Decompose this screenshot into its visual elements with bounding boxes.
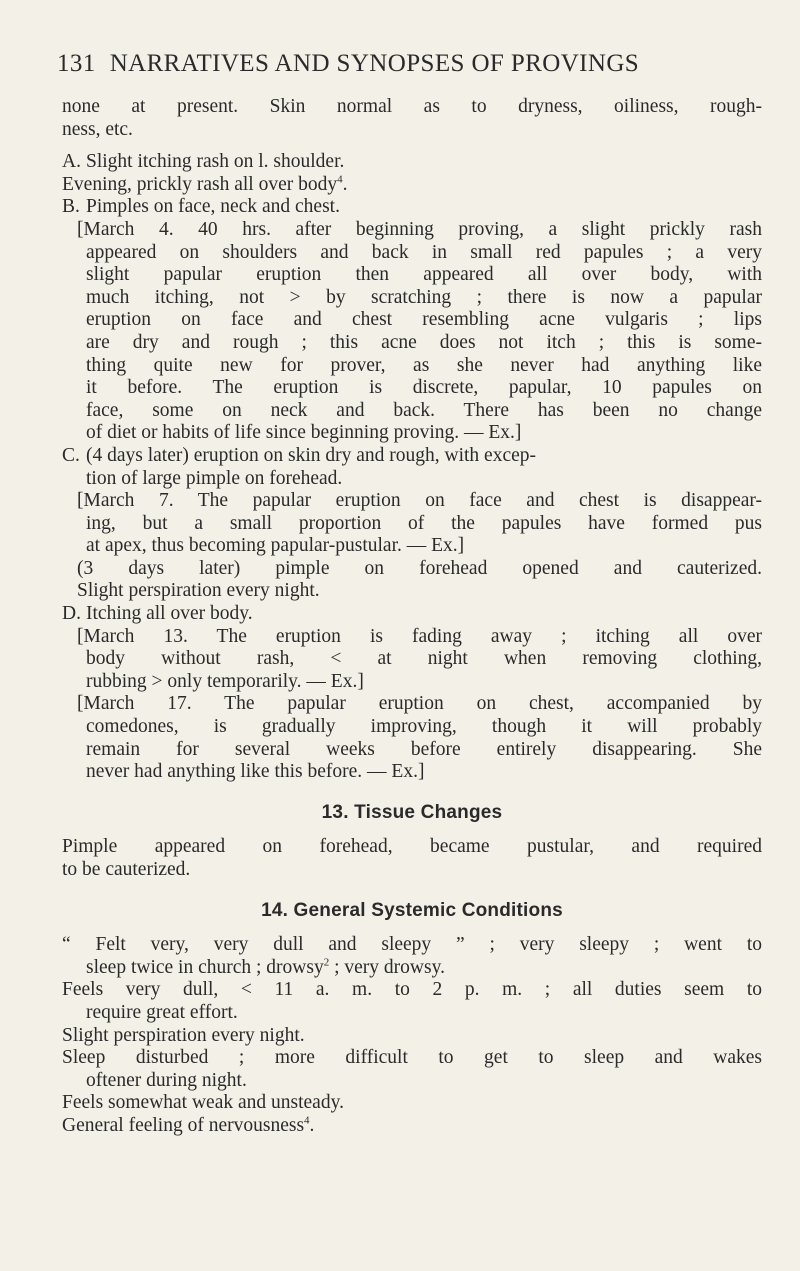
section-mark: C. <box>62 444 80 466</box>
footnote-ref: 4 <box>304 1114 310 1127</box>
section-c <box>62 445 762 603</box>
note-line: much itching, not > by scratching ; there is now a papular <box>86 286 762 308</box>
note-line: [March 17. The papular eruption on chest, accompanied by <box>77 693 762 715</box>
footnote-ref: 4 <box>337 173 343 186</box>
examiner-note <box>62 219 762 445</box>
text-line: to be cauterized. <box>62 859 191 880</box>
examiner-note <box>62 693 762 783</box>
section-14-text <box>62 934 762 1137</box>
note-line: of diet or habits of life since beginning proving. — Ex.] <box>86 422 522 444</box>
footnote-ref: 2 <box>323 956 330 969</box>
text-line: oftener during night. <box>86 1069 247 1091</box>
note-line: thing quite new for prover, as she never had anything like <box>86 354 762 376</box>
note-line: slight papular eruption then appeared all over body, with <box>86 264 762 286</box>
text-line: (3 days later) pimple on forehead opened and cauterized. <box>77 557 762 579</box>
text-line: Feels somewhat weak and unsteady. <box>62 1092 344 1114</box>
text-line: Pimples on face, neck and chest. <box>86 196 340 218</box>
section-mark: D. <box>62 603 81 625</box>
text-line: Slight perspiration every night. <box>77 580 320 602</box>
text-line: tion of large pimple on forehead. <box>86 467 343 489</box>
section-b <box>62 196 762 445</box>
punctuation: . <box>309 1114 315 1136</box>
examiner-note <box>62 626 762 694</box>
section-heading-tissue-changes: 13. Tissue Changes <box>321 801 503 823</box>
note-line: at apex, thus becoming papular-pustular. — Ex.] <box>86 535 465 557</box>
note-line: body without rash, < at night when removing clothing, <box>86 648 762 670</box>
note-line: face, some on neck and back. There has been no change <box>86 399 762 421</box>
running-title: NARRATIVES AND SYNOPSES OF PROVINGS <box>109 50 640 77</box>
text-line: Slight itching rash on l. shoulder. <box>86 151 345 173</box>
section-a <box>62 151 762 196</box>
punctuation: . <box>342 173 348 195</box>
section-13-text <box>62 836 762 881</box>
note-line: ing, but a small proportion of the papules have formed pus <box>86 512 762 534</box>
text-line: require great effort. <box>86 1001 238 1023</box>
text-line: Evening, prickly rash all over body <box>62 173 338 195</box>
note-line: comedones, is gradually improving, though it will probably <box>86 716 762 738</box>
running-head <box>57 50 639 78</box>
section-mark: B. <box>62 196 80 218</box>
page-number: 131 <box>57 50 96 77</box>
text-line: General feeling of nervousness <box>62 1114 305 1136</box>
body-text <box>62 96 762 1138</box>
text-line: Feels very dull, < 11 a. m. to 2 p. m. ; all duties seem to <box>62 979 762 1001</box>
note-line: [March 7. The papular eruption on face and chest is disappear- <box>77 490 762 512</box>
text-line: “ Felt very, very dull and sleepy ” ; very sleepy ; went to <box>62 934 762 956</box>
note-line: [March 4. 40 hrs. after beginning proving, a slight prickly rash <box>77 218 762 240</box>
text-line: none at present. Skin normal as to dryness, oiliness, rough- <box>62 96 762 117</box>
intro-paragraph <box>62 96 762 141</box>
note-line: never had anything like this before. — Ex.] <box>86 761 425 783</box>
text-line: Slight perspiration every night. <box>62 1024 305 1046</box>
note-line: rubbing > only temporarily. — Ex.] <box>86 670 364 692</box>
section-d <box>62 603 762 784</box>
note-line: eruption on face and chest resembling acne vulgaris ; lips <box>86 309 762 331</box>
note-line: are dry and rough ; this acne does not itch ; this is some- <box>86 331 762 353</box>
text-line: Sleep disturbed ; more difficult to get to sleep and wakes <box>62 1047 762 1069</box>
text-line: ness, etc. <box>62 118 133 140</box>
text-line: Pimple appeared on forehead, became pustular, and required <box>62 836 762 858</box>
note-line: appeared on shoulders and back in small red papules ; a very <box>86 241 762 263</box>
note-line: remain for several weeks before entirely disappearing. She <box>86 738 762 760</box>
text-line: sleep twice in church ; drowsy <box>86 956 324 978</box>
text-line: ; very drowsy. <box>329 956 445 978</box>
note-line: [March 13. The eruption is fading away ; itching all over <box>77 625 762 647</box>
section-heading-general-systemic: 14. General Systemic Conditions <box>261 899 563 921</box>
text-line: Itching all over body. <box>86 603 253 625</box>
text-line: (4 days later) eruption on skin dry and rough, with excep- <box>86 444 537 466</box>
examiner-note <box>62 490 762 558</box>
section-mark: A. <box>62 151 81 173</box>
note-line: it before. The eruption is discrete, papular, 10 papules on <box>86 377 762 399</box>
